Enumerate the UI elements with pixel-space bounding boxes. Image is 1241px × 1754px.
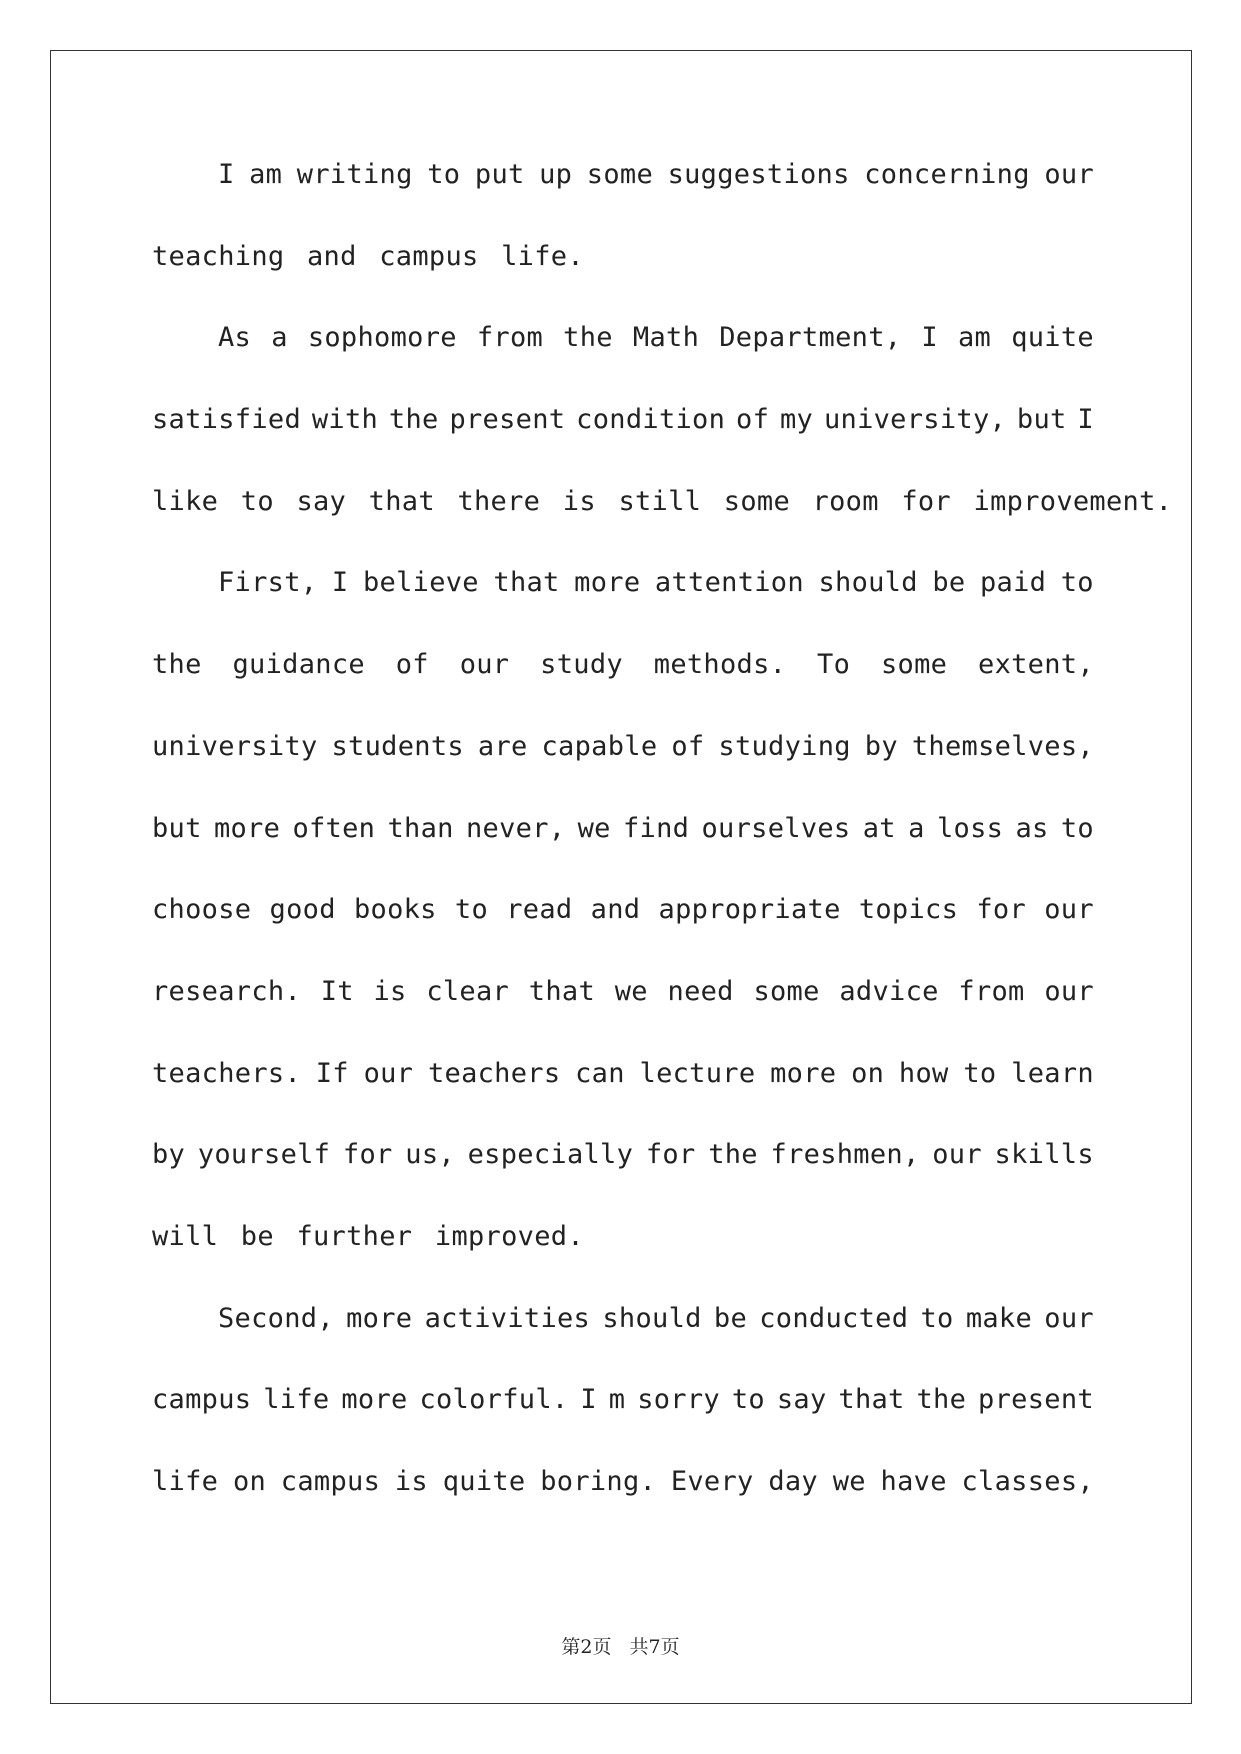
page-footer <box>0 1632 1241 1659</box>
word: appropriate <box>658 894 841 926</box>
word: I <box>218 159 235 190</box>
text-line <box>152 975 1094 1057</box>
word: yourself <box>197 1139 331 1171</box>
word: the <box>388 404 439 436</box>
word: clear <box>426 975 510 1007</box>
word: the <box>708 1139 758 1171</box>
word: our <box>1044 894 1094 926</box>
word: be <box>932 567 966 599</box>
word: It <box>320 975 354 1007</box>
word: but <box>1016 404 1067 436</box>
word: m <box>608 1384 626 1416</box>
word: never, <box>465 812 566 844</box>
text-line <box>152 1057 1094 1139</box>
word: on <box>232 1466 267 1497</box>
text-line <box>152 1383 1094 1465</box>
text-line <box>152 566 1094 648</box>
word: books <box>353 894 437 926</box>
word: up <box>539 159 573 190</box>
word: learn <box>1011 1057 1094 1089</box>
word: from <box>476 322 544 354</box>
word: by <box>152 1139 186 1171</box>
word: campus <box>152 1384 252 1416</box>
word: to <box>1060 812 1094 844</box>
word: our <box>363 1057 414 1089</box>
word: our <box>459 649 510 681</box>
text-line <box>152 321 1094 403</box>
text-line: will be further improved. <box>152 1220 584 1252</box>
word: some <box>880 649 948 681</box>
word: I <box>331 567 349 599</box>
word: To <box>817 649 851 681</box>
word: research. <box>152 975 301 1007</box>
word: some <box>753 975 820 1007</box>
word: colorful. <box>419 1384 569 1416</box>
word: to <box>920 1302 954 1334</box>
word: we <box>577 812 611 844</box>
word: university <box>152 730 318 762</box>
text-line: teaching and campus life. <box>152 240 584 272</box>
word: but <box>152 812 202 844</box>
word: attention <box>654 567 804 599</box>
word: freshmen, <box>770 1139 920 1171</box>
word: paid <box>979 567 1047 599</box>
word: for <box>976 894 1027 926</box>
word: than <box>387 812 454 844</box>
word: I <box>580 1384 597 1416</box>
word: that <box>838 1384 905 1416</box>
word: quite <box>1011 322 1094 354</box>
word: more <box>213 812 281 844</box>
word: put <box>474 159 525 190</box>
word: to <box>454 894 489 926</box>
word: skills <box>994 1139 1094 1171</box>
word: say <box>776 1384 827 1416</box>
word: how <box>898 1057 949 1089</box>
word: should <box>602 1302 702 1334</box>
word: sophomore <box>307 322 457 354</box>
text-line <box>152 1302 1094 1384</box>
word: of <box>395 649 429 681</box>
word: the <box>563 322 613 354</box>
word: for <box>342 1139 393 1171</box>
word: are <box>477 730 528 762</box>
word: writing <box>296 159 413 190</box>
word: ourselves <box>701 812 851 844</box>
word: classes, <box>961 1466 1094 1497</box>
word: boring. <box>540 1466 657 1497</box>
word: to <box>731 1384 765 1416</box>
word: find <box>622 812 690 844</box>
word: day <box>768 1466 818 1497</box>
word: study <box>540 649 623 681</box>
word: present <box>978 1384 1094 1416</box>
word: teachers. <box>152 1057 301 1089</box>
word: themselves, <box>911 730 1094 762</box>
word: that <box>493 567 560 599</box>
word: by <box>864 730 898 762</box>
word: life <box>263 1384 330 1416</box>
word: read <box>506 894 573 926</box>
word: with <box>311 404 379 436</box>
word: am <box>249 159 283 190</box>
word: As <box>218 322 252 354</box>
text-line: like to say that there is still some room for improvement. <box>152 485 1173 517</box>
word: more <box>346 1302 413 1334</box>
word: I <box>1077 404 1094 436</box>
word: more <box>341 1384 408 1416</box>
word: a <box>271 322 288 354</box>
word: Math <box>632 322 700 354</box>
word: First, <box>218 567 318 599</box>
word: need <box>667 975 734 1007</box>
word: should <box>818 567 918 599</box>
word: am <box>958 322 992 354</box>
word: believe <box>362 567 479 599</box>
word: activities <box>424 1302 591 1334</box>
word: often <box>292 812 376 844</box>
word: I <box>921 322 938 354</box>
word: satisfied <box>152 404 301 436</box>
word: teachers <box>427 1057 561 1089</box>
word: our <box>932 1139 982 1171</box>
word: to <box>427 159 461 190</box>
word: present <box>449 404 566 436</box>
text-line <box>152 1465 1094 1547</box>
word: from <box>958 975 1025 1007</box>
word: Every <box>670 1466 754 1497</box>
word: condition <box>576 404 726 436</box>
word: extent, <box>978 649 1094 681</box>
word: Department, <box>719 322 902 354</box>
text-line <box>152 403 1094 485</box>
word: topics <box>858 894 959 926</box>
word: guidance <box>232 649 365 681</box>
word: for <box>645 1139 696 1171</box>
word: university, <box>823 404 1007 436</box>
word: to <box>963 1057 997 1089</box>
word: have <box>880 1466 947 1497</box>
word: we <box>832 1466 866 1497</box>
word: is <box>373 975 407 1007</box>
word: can <box>575 1057 625 1089</box>
word: as <box>1015 812 1049 844</box>
page-total: 共7页 <box>629 1636 680 1658</box>
word: more <box>770 1057 837 1089</box>
text-line <box>152 812 1094 894</box>
word: especially <box>467 1139 634 1171</box>
word: a <box>908 812 925 844</box>
word: sorry <box>637 1384 720 1416</box>
word: suggestions <box>667 159 850 190</box>
word: the <box>916 1384 967 1416</box>
word: the <box>152 649 202 681</box>
word: choose <box>152 894 252 926</box>
text-line <box>152 893 1094 975</box>
word: campus <box>280 1466 381 1497</box>
word: is <box>394 1466 428 1497</box>
word: to <box>1060 567 1094 599</box>
word: of <box>671 730 705 762</box>
word: some <box>586 159 654 190</box>
word: that <box>528 975 596 1007</box>
page-number: 第2页 <box>561 1636 612 1658</box>
word: good <box>269 894 336 926</box>
word: methods. <box>653 649 787 681</box>
word: lecture <box>639 1057 756 1089</box>
word: we <box>614 975 648 1007</box>
word: and <box>590 894 641 926</box>
word: make <box>965 1302 1033 1334</box>
text-line <box>152 730 1094 812</box>
word: conducted <box>759 1302 909 1334</box>
word: our <box>1044 159 1094 190</box>
word: concerning <box>864 159 1030 190</box>
word: my <box>779 404 814 436</box>
word: Second, <box>218 1302 334 1334</box>
word: be <box>713 1302 748 1334</box>
word: studying <box>718 730 851 762</box>
word: on <box>851 1057 885 1089</box>
word: of <box>736 404 770 436</box>
word: more <box>574 567 641 599</box>
text-line <box>152 1138 1094 1220</box>
word: students <box>331 730 464 762</box>
document-body <box>152 158 1173 1547</box>
word: our <box>1044 975 1094 1007</box>
word: capable <box>541 730 658 762</box>
text-line <box>152 158 1094 240</box>
word: If <box>315 1057 349 1089</box>
text-line <box>152 648 1094 730</box>
word: at <box>862 812 896 844</box>
word: our <box>1044 1302 1094 1334</box>
word: life <box>152 1466 219 1497</box>
word: loss <box>936 812 1004 844</box>
word: advice <box>839 975 939 1007</box>
word: quite <box>442 1466 526 1497</box>
word: us, <box>405 1139 455 1171</box>
